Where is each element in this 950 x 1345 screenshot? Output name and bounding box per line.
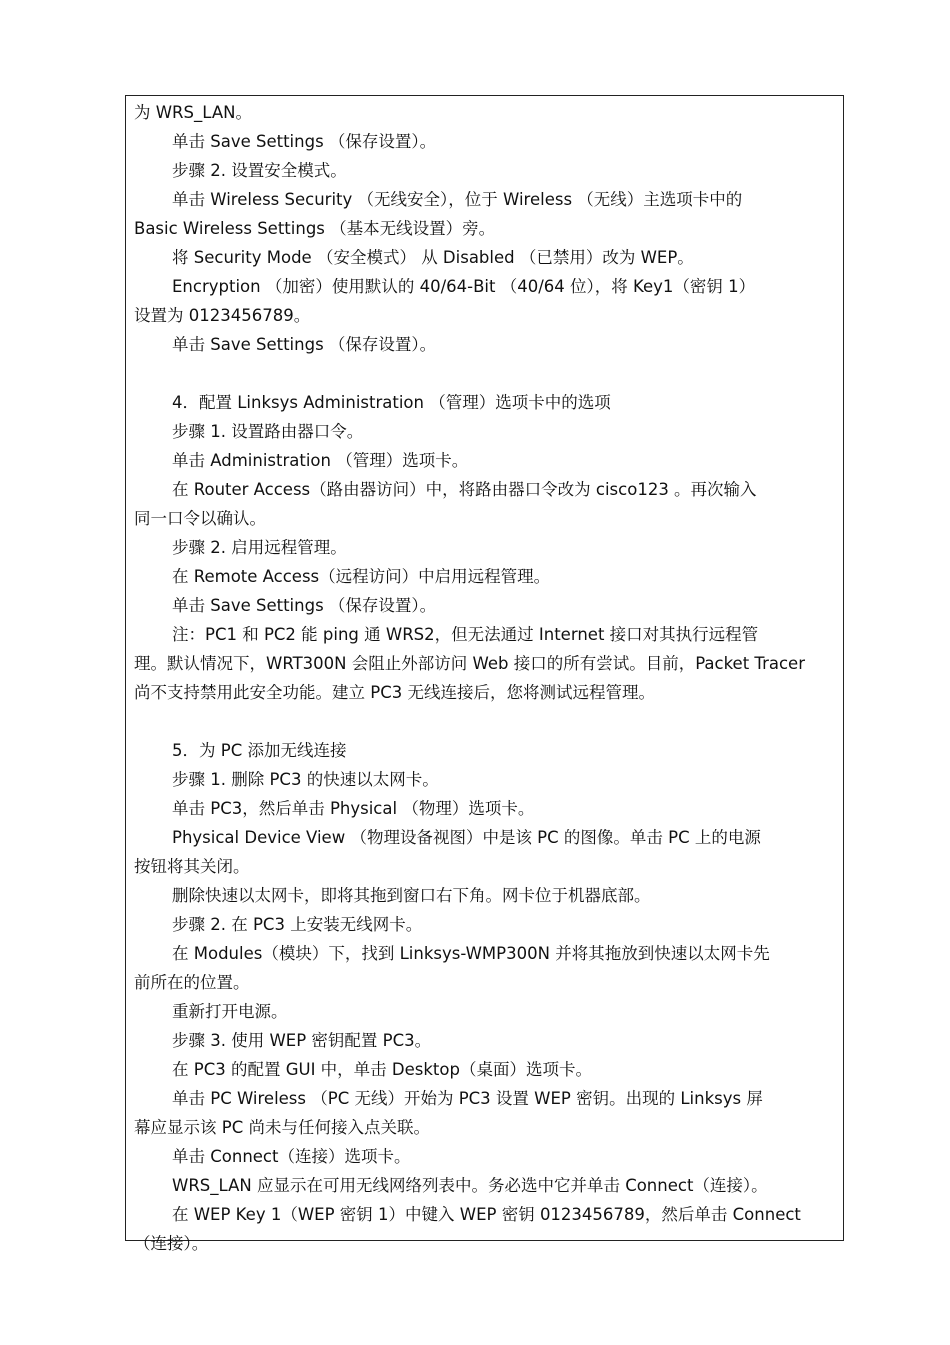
text-line: 在 Modules（模块）下，找到 Linksys-WMP300N 并将其拖放到快速以太网卡先: [172, 944, 770, 963]
text-line: 步骤 2. 启用远程管理。: [172, 538, 347, 557]
text-line: Encryption （加密）使用默认的 40/64-Bit （40/64 位），将 Key1（密钥 1）: [172, 277, 756, 296]
text-line: 注：PC1 和 PC2 能 ping 通 WRS2，但无法通过 Internet 接口对其执行远程管: [172, 625, 759, 644]
blank-line: [134, 359, 839, 388]
text-line: 步骤 2. 在 PC3 上安装无线网卡。: [172, 915, 423, 934]
text-line: 重新打开电源。: [172, 1002, 288, 1021]
text-line: 单击 PC Wireless （PC 无线）开始为 PC3 设置 WEP 密钥。出现的 Linksys 屏: [172, 1089, 763, 1108]
text-line: 在 WEP Key 1（WEP 密钥 1）中键入 WEP 密钥 0123456789，然后单击 Connect: [172, 1205, 801, 1224]
text-line: Basic Wireless Settings （基本无线设置）旁。: [134, 219, 496, 238]
text-line: WRS_LAN 应显示在可用无线网络列表中。务必选中它并单击 Connect（连接）。: [172, 1176, 768, 1195]
text-line: 单击 Save Settings （保存设置）。: [172, 335, 437, 354]
text-line: 单击 Connect（连接）选项卡。: [172, 1147, 411, 1166]
text-line: 单击 Wireless Security （无线安全），位于 Wireless （无线）主选项卡中的: [172, 190, 743, 209]
text-line: 前所在的位置。: [134, 973, 250, 992]
text-line: （连接）。: [134, 1234, 209, 1253]
document-frame: [125, 95, 844, 1253]
text-line: 按钮将其关闭。: [134, 857, 250, 876]
text-line: 步骤 1. 设置路由器口令。: [172, 422, 364, 441]
text-line: 4．配置 Linksys Administration （管理）选项卡中的选项: [172, 393, 611, 412]
text-line: 尚不支持禁用此安全功能。建立 PC3 无线连接后，您将测试远程管理。: [134, 683, 655, 702]
text-line: 单击 Save Settings （保存设置）。: [172, 132, 437, 151]
text-line: 删除快速以太网卡，即将其拖到窗口右下角。网卡位于机器底部。: [172, 886, 651, 905]
text-line: 在 Remote Access（远程访问）中启用远程管理。: [172, 567, 551, 586]
text-line: 将 Security Mode （安全模式） 从 Disabled （已禁用）改为 WEP。: [172, 248, 694, 267]
text-line: 单击 PC3，然后单击 Physical （物理）选项卡。: [172, 799, 535, 818]
text-line: 在 PC3 的配置 GUI 中，单击 Desktop（桌面）选项卡。: [172, 1060, 592, 1079]
text-line: 步骤 3. 使用 WEP 密钥配置 PC3。: [172, 1031, 432, 1050]
blank-line: [134, 707, 839, 736]
text-line: 理。默认情况下，WRT300N 会阻止外部访问 Web 接口的所有尝试。目前，Packet Tracer: [134, 654, 805, 673]
text-line: 单击 Save Settings （保存设置）。: [172, 596, 437, 615]
document-body: [134, 98, 839, 1258]
text-line: 5．为 PC 添加无线连接: [172, 741, 347, 760]
text-line: 单击 Administration （管理）选项卡。: [172, 451, 469, 470]
text-line: 在 Router Access（路由器访问）中，将路由器口令改为 cisco123 。再次输入: [172, 480, 757, 499]
text-line: 同一口令以确认。: [134, 509, 266, 528]
text-line: 为 WRS_LAN。: [134, 103, 252, 122]
text-line: Physical Device View （物理设备视图）中是该 PC 的图像。单击 PC 上的电源: [172, 828, 761, 847]
text-line: 幕应显示该 PC 尚未与任何接入点关联。: [134, 1118, 430, 1137]
text-line: 步骤 2. 设置安全模式。: [172, 161, 347, 180]
text-line: 设置为 0123456789。: [134, 306, 311, 325]
text-line: 步骤 1. 删除 PC3 的快速以太网卡。: [172, 770, 439, 789]
